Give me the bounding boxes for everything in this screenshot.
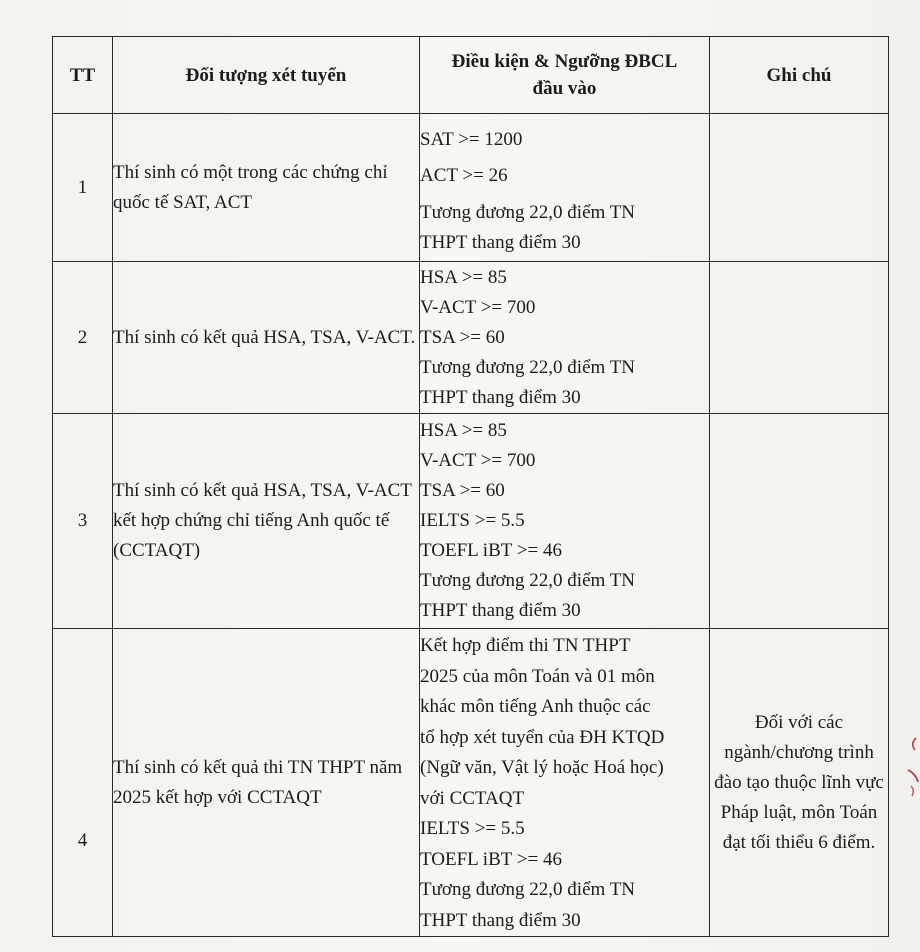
condition-line: khác môn tiếng Anh thuộc các (420, 696, 651, 717)
table-row (53, 262, 889, 414)
header-condition-line2: đầu vào (532, 78, 597, 99)
condition-line: HSA >= 85 (420, 266, 507, 288)
condition-line: Tương đương 22,0 điểm TN (420, 879, 636, 900)
table-row (53, 414, 889, 629)
table-header-row (53, 37, 889, 114)
condition-line: Tương đương 22,0 điểm TN (420, 356, 636, 378)
row-target: Thí sinh có một trong các chứng chỉ quốc tế SAT, ACT (113, 114, 420, 262)
condition-line: IELTS >= 5.5 (420, 818, 525, 839)
row-conditions (420, 262, 710, 414)
condition-line: THPT thang điểm 30 (420, 600, 581, 621)
condition-line: (Ngữ văn, Vật lý hoặc Hoá học) (420, 757, 664, 778)
condition-line: TOEFL iBT >= 46 (420, 848, 562, 870)
row-number: 2 (53, 262, 113, 414)
condition-line: TOEFL iBT >= 46 (420, 540, 562, 561)
row-target: Thí sinh có kết quả HSA, TSA, V-ACT. (113, 262, 420, 414)
condition-line: với CCTAQT (420, 787, 525, 809)
condition-line: HSA >= 85 (420, 420, 507, 441)
condition-line: IELTS >= 5.5 (420, 510, 525, 531)
admission-criteria-table (52, 36, 889, 937)
condition-line: V-ACT >= 700 (420, 450, 536, 471)
condition-line: Tương đương 22,0 điểm TN (420, 201, 636, 223)
row-number: 3 (53, 414, 113, 629)
row-target: Thí sinh có kết quả thi TN THPT năm 2025 kết hợp với CCTAQT (113, 629, 420, 937)
row-conditions (420, 114, 710, 262)
condition-line: 2025 của môn Toán và 01 môn (420, 665, 655, 687)
condition-line: V-ACT >= 700 (420, 296, 536, 318)
condition-line: Kết hợp điểm thi TN THPT (420, 635, 631, 656)
header-tt: TT (53, 37, 113, 114)
condition-line: THPT thang điểm 30 (420, 386, 581, 408)
condition-line: THPT thang điểm 30 (420, 909, 581, 931)
condition-line: TSA >= 60 (420, 326, 505, 348)
table-row (53, 114, 889, 262)
row-conditions (420, 629, 710, 937)
condition-line: ACT >= 26 (420, 164, 508, 186)
row-target: Thí sinh có kết quả HSA, TSA, V-ACT kết hợp chứng chỉ tiếng Anh quốc tế (CCTAQT) (113, 414, 420, 629)
header-note: Ghi chú (710, 37, 889, 114)
row-note (710, 414, 889, 629)
header-target: Đối tượng xét tuyển (113, 37, 420, 114)
condition-line: Tương đương 22,0 điểm TN (420, 570, 636, 591)
row-note: Đối với các ngành/chương trình đào tạo thuộc lĩnh vực Pháp luật, môn Toán đạt tối thiểu 6 điểm. (710, 629, 889, 937)
condition-line: THPT thang điểm 30 (420, 231, 581, 253)
table-row (53, 629, 889, 937)
row-number: 1 (53, 114, 113, 262)
condition-line: TSA >= 60 (420, 480, 505, 501)
row-number: 4 (53, 629, 113, 937)
row-conditions (420, 414, 710, 629)
header-condition-line1: Điều kiện & Ngưỡng ĐBCL (451, 51, 678, 72)
row-note (710, 262, 889, 414)
condition-line: tổ hợp xét tuyển của ĐH KTQD (420, 726, 665, 748)
condition-line: SAT >= 1200 (420, 128, 523, 150)
header-condition (420, 37, 710, 114)
row-note (710, 114, 889, 262)
red-stamp-edge (906, 730, 920, 800)
